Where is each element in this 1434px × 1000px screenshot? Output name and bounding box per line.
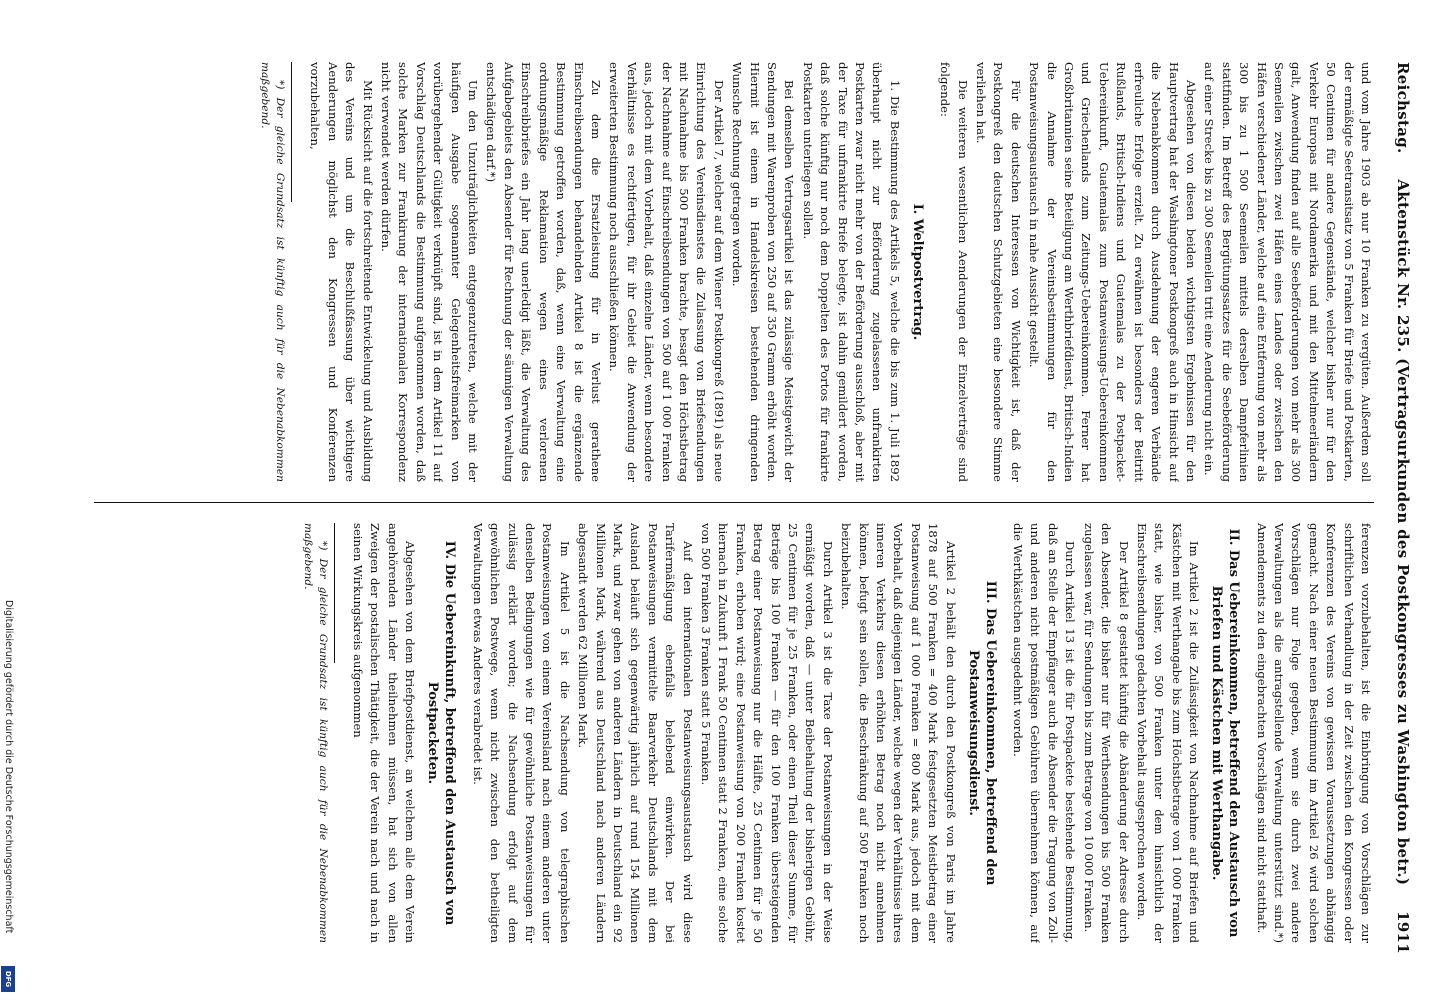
paragraph: Für die deutschen Interessen von Wichtigkeit ist, daß der Postkongreß den deutschen Schutzgebieten eine besondere Stimme verliehen hat. <box>974 62 1023 482</box>
right-column <box>94 523 1374 943</box>
footnote: *) Der gleiche Grundsatz ist künftig auch für die Nebenabkommen maßgebend. <box>259 62 287 482</box>
section-heading: III. Das Uebereinkommen, betreffend den Postanweisungsdienst. <box>965 580 998 886</box>
paragraph: Um den Unzuträglichkeiten entgegenzutreten, welche mit der häufigen Ausgabe sogenannter Gelegenheitsfreimarken von vorübergehender Gültigkeit verknüpft sind, ist in dem Artikel 11 auf Vorschlag Deutschlands die Bestimmung aufgenommen worden, daß solche Marken zur Frankirung der internationalen Korrespondenz nicht verwendet werden dürfen. <box>379 62 481 482</box>
paragraph: Auf den internationalen Postanweisungsaustausch wird diese Tarifermäßigung ebenfalls belebend einwirken. Der bei Postanweisungen vermittelte Baarverkehr Deutschlands mit dem Ausland beläuft sich gegenwärtig jährlich auf rund 154 Millionen Mark, und zwar gehen von anderen Ländern in Deutschland ein 92 Millionen Mark, während aus Deutschland nach anderen Ländern abgesandt werden 62 Millionen Mark. <box>576 523 695 943</box>
paragraph: Bei demselben Vertragsartikel ist das zulässige Meistgewicht der Sendungen mit Warenproben von 250 auf 350 Gramm erhöht worden. Hiermit ist einem in Handelskreisen bestehenden dringenden Wunsche Rechnung getragen worden. <box>730 62 797 482</box>
paragraph: 1. Die Bestimmung des Artikels 5, welche die bis zum 1. Juli 1892 überhaupt nicht zur Beförderung zugelassenen unfrankirten Postkarten zwar nicht mehr von der Beförderung ausschloß, aber mit der Taxe für unfrankirte Briefe belegte, ist dahin gemildert worden, daß solche künftig nur noch dem Doppelten des Portos für frankirte Postkarten unterliegen sollen. <box>800 62 902 482</box>
footnote: *) Der gleiche Grundsatz ist künftig auch für die Nebenabkommen maßgebend. <box>301 523 329 943</box>
page-number: 1911 <box>1394 911 1412 954</box>
text-columns <box>94 62 1374 954</box>
paragraph: Der Artikel 8 gestattet künftig die Abänderung der Adresse durch den Absender, die bisher nur für Werthsendungen bis 500 Franken zugelassen war, für Sendungen bis zum Betrage von 10 000 Franken. <box>1081 523 1131 943</box>
paragraph: Artikel 2 behält den durch den Postkongreß von Paris im Jahre 1878 auf 500 Franken = 400 Mark festgesetzten Meistbetrag einer Postanweisung auf 1 000 Franken = 800 Mark aus, jedoch mit dem Vorbehalt, daß diejenigen Länder, welche wegen der Verhältnisse ihres inneren Verkehrs diesen erhöhten Betrag noch nicht annehmen können, befugt sein sollen, die Beschränkung auf 500 Franken noch beizubehalten. <box>839 523 958 943</box>
dfg-logo-text: DFG <box>4 970 12 988</box>
header-title: Aktenstück Nr. 235. (Vertragsurkunden des Postkongresses zu Washington betr.) <box>1394 179 1412 886</box>
page-header <box>1382 62 1412 954</box>
footnote-divider <box>291 62 292 202</box>
paragraph: Abgesehen von diesen beiden wichtigsten Ergebnissen für den Hauptvertrag hat der Washingtoner Postkongreß auch in Hinsicht auf die Nebenabkommen durch Ausdehnung der engeren Verbände erfreuliche Erfolge erzielt. Zu erwähnen ist besonders der Beitritt Rußlands, Britisch-Indiens und Guatemalas zu der Postpacket-Uebereinkunft, Guatemalas zum Postanweisungs-Uebereinkommen und Griechenlands zum Zeitungs-Uebereinkommen. Ferner hat Großbritannien seine Beteiligung am Werthbriefdienst, Britisch-Indien die Annahme der Vereinsbestimmungen für den Postanweisungsaustausch in nahe Aussicht gestellt. <box>1027 62 1198 482</box>
header-left: Reichstag. <box>1394 62 1412 154</box>
column-divider <box>94 502 1374 503</box>
digitization-note-text: Digitalisierung gefördert durch die Deutsche Forschungsgemeinschaft <box>3 600 14 934</box>
paragraph: Durch Artikel 13 ist die für Postpackete bestehende Bestimmung, daß an Stelle der Empfänger auch die Absender die Tragung von Zoll- und anderen nicht postmäßigen Gebühren übernehmen können, auf die Werthkästchen ausgedehnt worden. <box>1011 523 1078 943</box>
paragraph: Der Artikel 7, welcher auf dem Wiener Postkongreß (1891) als neue Einrichtung des Vereinsdienstes die Zulassung von Briefsendungen mit Nachnahme bis 500 Franken brachte, besagt den Höchstbetrag der Nachnahme auf Einschreibsendungen von 500 auf 1 000 Franken aus, jedoch mit dem Vorbehalt, daß einzelne Länder, wenn besondere Verhältnisse es rechtfertigen, für ihr Gebiet die Anwendung der erweiterten Bestimmung noch ausschließen können. <box>607 62 726 482</box>
paragraph: Im Artikel 2 ist die Zulässigkeit von Nachnahme auf Briefen und Kästchen mit Werthangabe bis zum Höchstbetrage von 1 000 Franken statt, wie bisher, von 500 Franken unter dem hinsichtlich der Einschreibsendungen gedachten Vorbehalt ausgesprochen worden. <box>1134 523 1202 943</box>
paragraph: Zu dem die Ersatzleistung für in Verlust gerathene Einschreibsendungen behandelnden Artikel 8 ist die ergänzende Bestimmung getroffen worden, daß, wenn eine Verwaltung eine ordnungsmäßige Reklamation wegen eines verlorenen Einschreibbriefes ein Jahr lang unerledigt läßt, die Verwaltung des Aufgabegebiets den Absender für Rechnung der säumigen Verwaltung entschädigen darf.*) <box>484 62 603 482</box>
paragraph: Mit Rücksicht auf die fortschreitende Entwickelung und Ausbildung des Vereins und um die Beschlußfassung über wichtigere Aenderungen möglichst den Kongressen und Konferenzen vorzubehalten, <box>308 62 375 482</box>
paragraph: Im Artikel 5 ist die Nachsendung von telegraphischen Postanweisungen von einem Vereinsland nach einem anderen unter denselben Bedingungen wie für gewöhnliche Postanweisungen für zulässig erklärt worden; die Nachsendung erfolgt auf dem gewöhnlichen Postwege, wenn nicht zwischen den betheiligten Verwaltungen etwas Anderes verabredet ist. <box>470 523 572 943</box>
section-heading: II. Das Uebereinkommen, betreffend den Austausch von Briefen und Kästchen mit Werthangabe. <box>1209 528 1242 938</box>
paragraph: Die weiteren wesentlichen Aenderungen der Einzelverträge sind folgende: <box>938 62 970 482</box>
paragraph: und vom Jahre 1903 ab nur 10 Franken zu vergüten. Außerdem soll der ermäßigte Seetransitsatz von 5 Franken für Briefe und Postkarten, 50 Centimen für andere Gegenstände, welcher bisher nur für den Verkehr Europas mit Nordamerika und mit den Mittelmeerländern galt, Anwendung finden auf alle Seebeförderungen von mehr als 300 Seemeilen zwischen zwei Häfen eines Landes oder zwischen den Häfen verschiedener Länder, welche auf eine Entfernung von mehr als 300 bis zu 1 500 Seemeilen mittels derselben Dampferlinien stattfinden. Im Betreff des Bergütungssatzes für die Seebeförderung auf einer Strecke bis zu 300 Seemeilen tritt eine Aenderung nicht ein. <box>1202 62 1373 482</box>
section-heading: I. Weltpostvertrag. <box>909 203 925 341</box>
left-column <box>94 62 1374 482</box>
section-heading: IV. Die Uebereinkunft, betreffend den Austausch von Postpacketen. <box>425 540 458 926</box>
paragraph: ferenzen vorzubehalten, ist die Einbringung von Vorschlägen zur schriftlichen Verhandlung in der Zeit zwischen den Kongressen oder Konferenzen des Vereins von gewissen Voraussetzungen abhängig gemacht. Nach einer neuen Bestimmung im Artikel 26 wird solchen Vorschlägen nur Folge gegeben, wenn sie durch zwei andere Verwaltungen als die antragstellende Verwaltung unterstützt sind.*) Amendements zu den eingebrachten Vorschlägen sind nicht statthaft. <box>1254 523 1373 943</box>
footnote-divider <box>334 523 335 663</box>
paragraph: Durch Artikel 3 ist die Taxe der Postanweisungen in der Weise ermäßigt worden, daß — unter Beibehaltung der bisherigen Gebühr, 25 Centimen für je 25 Franken, oder einen Theil dieser Summe, für Beträge bis 100 Franken — für den 100 Franken übersteigenden Betrag einer Postanweisung nur die Hälfte, 25 Centimen für je 50 Franken, erhoben wird; eine Postanweisung von 200 Franken kostet hiernach in Zukunft 1 Frank 50 Centimen statt 2 Franken, eine solche von 500 Franken 3 Franken statt 5 Franken. <box>699 523 835 943</box>
paragraph: Abgesehen von dem Briefpostdienst, an welchem alle dem Verein angehörenden Länder theilnehmen müssen, hat sich von allen Zweigen der postalischen Thätigkeit, die der Verein nach und nach in seinen Wirkungskreis aufgenommen <box>351 523 418 943</box>
